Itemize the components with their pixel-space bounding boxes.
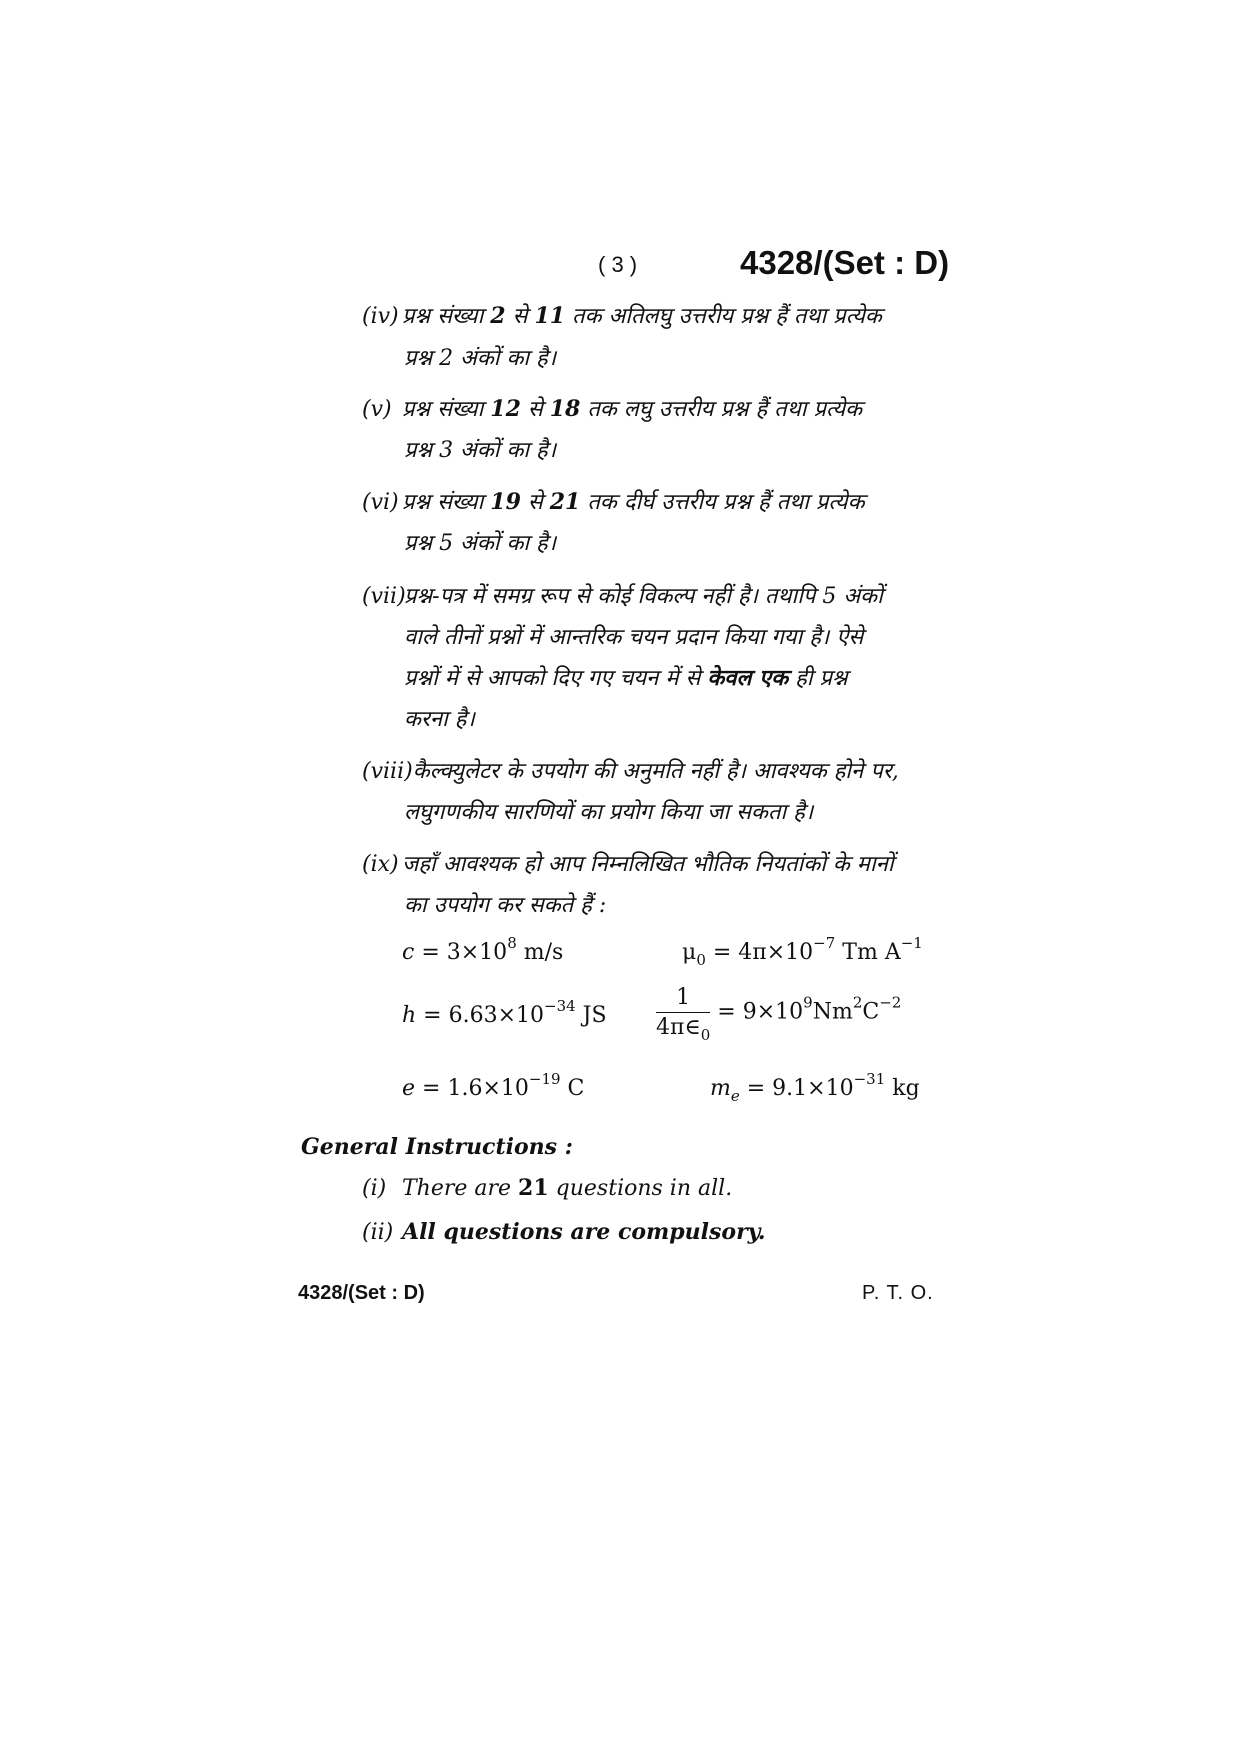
constant-speed-of-light: $c = 3\times 10^8$ m/s <box>402 934 564 965</box>
instruction-label: (ii) <box>362 1220 394 1245</box>
page-number: ( 3 ) <box>598 252 638 277</box>
instruction-label: (vii) <box>362 584 406 609</box>
instruction-ix: (ix) जहाँ आवश्यक हो आप निम्नलिखित भौतिक नियतांकों के मानों <box>362 852 894 877</box>
paper-code-header: 4328/(Set : D) <box>740 244 950 281</box>
paper-code-footer: 4328/(Set : D) <box>298 1282 425 1304</box>
general-instruction-ii: (ii) All questions are compulsory. <box>362 1219 766 1245</box>
instruction-vi: (vi) प्रश्न संख्या 19 से 21 तक दीर्घ उत्तरीय प्रश्न हैं तथा प्रत्येक <box>362 489 865 515</box>
instruction-v: (v) प्रश्न संख्या 12 से 18 तक लघु उत्तरीय प्रश्न हैं तथा प्रत्येक <box>362 396 862 422</box>
instruction-vii-line4: करना है। <box>404 707 475 732</box>
instruction-viii-line2: लघुगणकीय सारणियों का प्रयोग किया जा सकता है। <box>404 800 814 825</box>
instruction-ix-line2: का उपयोग कर सकते हैं : <box>404 893 607 918</box>
instruction-vii-line2: वाले तीनों प्रश्नों में आन्तरिक चयन प्रदान किया गया है। ऐसे <box>404 625 864 650</box>
instruction-vi-line2: प्रश्न 5 अंकों का है। <box>404 531 557 556</box>
instruction-vii-line3: प्रश्नों में से आपको दिए गए चयन में से केवल एक ही प्रश्न <box>404 665 848 691</box>
general-instruction-i: (i) There are 21 questions in all. <box>362 1175 733 1201</box>
constant-electron-mass: $m_e = 9.1\times 10^{-31}$ kg <box>710 1070 920 1105</box>
instruction-v-line2: प्रश्न 3 अंकों का है। <box>404 438 557 463</box>
instruction-label: (viii) <box>362 759 413 784</box>
constant-electron-charge: $e = 1.6\times 10^{-19}$ C <box>402 1070 585 1101</box>
constant-planck: $h = 6.63\times 10^{-34}$ JS <box>402 997 607 1028</box>
instruction-label: (v) <box>362 397 392 422</box>
constant-permeability: $\mu_0 = 4\pi\times 10^{-7}$ Tm $A^{-1}$ <box>682 934 923 969</box>
please-turn-over: P. T. O. <box>862 1282 934 1304</box>
instruction-iv: (iv) प्रश्न संख्या 2 से 11 तक अतिलघु उत्तरीय प्रश्न हैं तथा प्रत्येक <box>362 303 882 329</box>
constant-coulomb: $\frac{1}{4\pi\in_0}$ = $9\times 10^9Nm^2C^{-2}$ <box>656 985 902 1044</box>
emphasis-only-one: केवल एक <box>707 665 789 691</box>
instruction-label: (vi) <box>362 490 399 515</box>
instruction-vii: (vii)प्रश्न-पत्र में समग्र रूप से कोई विकल्प नहीं है। तथापि 5 अंकों <box>362 584 883 609</box>
instruction-label: (ix) <box>362 852 399 877</box>
instruction-viii: (viii)कैल्क्युलेटर के उपयोग की अनुमति नहीं है। आवश्यक होने पर, <box>362 759 899 784</box>
general-instructions-title: General Instructions : <box>301 1134 573 1160</box>
instruction-label: (i) <box>362 1176 387 1201</box>
instruction-iv-line2: प्रश्न 2 अंकों का है। <box>404 346 557 371</box>
instruction-label: (iv) <box>362 304 399 329</box>
fraction: $\frac{1}{4\pi\in_0}$ <box>656 985 711 1044</box>
